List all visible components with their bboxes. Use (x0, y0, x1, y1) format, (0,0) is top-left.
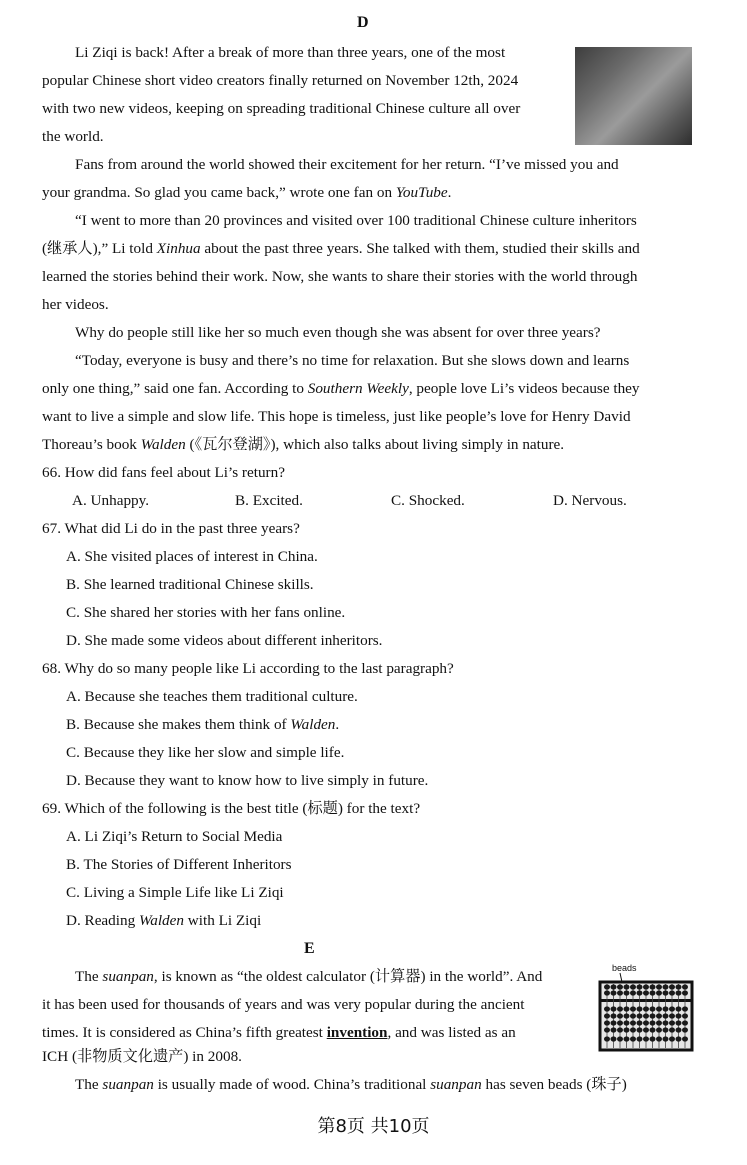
abacus-bead (637, 990, 643, 995)
abacus-bead (650, 1036, 656, 1041)
abacus-bead (624, 984, 630, 989)
abacus-bead (656, 990, 662, 995)
abacus-bead (656, 1036, 662, 1041)
abacus-bead (604, 984, 610, 989)
abacus-bead (676, 984, 682, 989)
abacus-bead (624, 1020, 630, 1025)
abacus-bead (669, 984, 675, 989)
abacus-bead (650, 1013, 656, 1018)
e-line4: ICH (非物质文化遗产) in 2008. (42, 1048, 242, 1065)
q68-option-b[interactable]: B. Because she makes them think of Walden. (66, 716, 340, 733)
question-67: 67. What did Li do in the past three years? (42, 520, 300, 537)
d-p1-line2: popular Chinese short video creators finally returned on November 12th, 2024 (42, 72, 519, 89)
q67-option-a[interactable]: A. She visited places of interest in China. (66, 548, 318, 565)
abacus-bead (611, 990, 617, 995)
section-d-heading: D (357, 14, 369, 31)
page-footer: 第8页 共10页 (317, 1116, 430, 1137)
abacus-bead (682, 990, 688, 995)
abacus-bead (617, 1020, 623, 1025)
abacus-bead (604, 1006, 610, 1011)
abacus-bead (669, 990, 675, 995)
abacus-bead (617, 1013, 623, 1018)
abacus-bead (624, 1006, 630, 1011)
abacus-bead (676, 990, 682, 995)
d-p3-line1: “I went to more than 20 provinces and visited over 100 traditional Chinese culture inheritors (75, 212, 637, 229)
abacus-bead (669, 1006, 675, 1011)
abacus-bead (656, 1006, 662, 1011)
abacus-bead (617, 990, 623, 995)
abacus-bead (682, 1013, 688, 1018)
abacus-bead (637, 1013, 643, 1018)
abacus-bead (656, 1020, 662, 1025)
q67-option-c[interactable]: C. She shared her stories with her fans online. (66, 604, 346, 621)
abacus-bead (650, 984, 656, 989)
abacus-bead (643, 1006, 649, 1011)
abacus-bead (643, 1027, 649, 1032)
abacus-bead (669, 1027, 675, 1032)
d-p1-line3: with two new videos, keeping on spreading traditional Chinese culture all over (42, 100, 521, 117)
abacus-bead (663, 984, 669, 989)
abacus-bead (656, 1013, 662, 1018)
abacus-bead (663, 1036, 669, 1041)
e-line5: The suanpan is usually made of wood. China’s traditional suanpan has seven beads (珠子) (75, 1076, 627, 1093)
abacus-bead (630, 1036, 636, 1041)
abacus-bead (630, 1020, 636, 1025)
abacus-illustration (598, 962, 694, 1054)
abacus-bead (617, 984, 623, 989)
abacus-bead (643, 1013, 649, 1018)
abacus-bead (637, 1036, 643, 1041)
abacus-bead (637, 1027, 643, 1032)
abacus-bead (656, 1027, 662, 1032)
abacus-bead (663, 1006, 669, 1011)
abacus-bead (611, 1036, 617, 1041)
q69-option-c[interactable]: C. Living a Simple Life like Li Ziqi (66, 884, 284, 901)
q67-option-b[interactable]: B. She learned traditional Chinese skills. (66, 576, 314, 593)
d-p5-line1: “Today, everyone is busy and there’s no time for relaxation. But she slows down and learns (75, 352, 630, 369)
question-66: 66. How did fans feel about Li’s return? (42, 464, 285, 481)
abacus-bead (676, 1006, 682, 1011)
abacus-bead (663, 1027, 669, 1032)
abacus-bead (604, 1036, 610, 1041)
q68-option-a[interactable]: A. Because she teaches them traditional culture. (66, 688, 358, 705)
abacus-bead (650, 990, 656, 995)
abacus-bead (663, 1013, 669, 1018)
d-p2-line2: your grandma. So glad you came back,” wrote one fan on YouTube. (42, 184, 452, 201)
d-p3-line4: her videos. (42, 296, 109, 313)
d-p2-line1: Fans from around the world showed their excitement for her return. “I’ve missed you and (75, 156, 619, 173)
abacus-bead (624, 990, 630, 995)
abacus-bead (611, 1013, 617, 1018)
abacus-bead (630, 1027, 636, 1032)
abacus-bead (676, 1013, 682, 1018)
q66-option-c[interactable]: C. Shocked. (391, 492, 465, 509)
abacus-bead (676, 1027, 682, 1032)
abacus-bead (676, 1036, 682, 1041)
abacus-bead (656, 984, 662, 989)
q66-option-a[interactable]: A. Unhappy. (72, 492, 150, 509)
abacus-bead (650, 1006, 656, 1011)
d-p5-line2: only one thing,” said one fan. According to Southern Weekly, people love Li’s videos because they (42, 380, 640, 397)
abacus-bead (637, 1020, 643, 1025)
beads-label: beads (612, 963, 637, 973)
d-p5-line3: want to live a simple and slow life. This hope is timeless, just like people’s love for Henry David (42, 408, 631, 425)
d-p3-line3: learned the stories behind their work. Now, she wants to share their stories with the world through (42, 268, 638, 285)
abacus-bead (637, 984, 643, 989)
abacus-bead (643, 1020, 649, 1025)
li-ziqi-photo (575, 47, 692, 145)
q66-option-b[interactable]: B. Excited. (235, 492, 303, 509)
abacus-bead (669, 1020, 675, 1025)
abacus-bead (643, 984, 649, 989)
abacus-bead (604, 990, 610, 995)
abacus-bead (624, 1027, 630, 1032)
abacus-bead (604, 1013, 610, 1018)
abacus-bead (617, 1036, 623, 1041)
abacus-bead (650, 1020, 656, 1025)
abacus-bead (617, 1027, 623, 1032)
abacus-bead (624, 1036, 630, 1041)
abacus-bead (663, 1020, 669, 1025)
section-e-heading: E (304, 940, 315, 957)
abacus-bead (604, 1027, 610, 1032)
q67-option-d[interactable]: D. She made some videos about different inheritors. (66, 632, 383, 649)
abacus-bead (650, 1027, 656, 1032)
e-line1: The suanpan, is known as “the oldest calculator (计算器) in the world”. And (75, 968, 543, 985)
abacus-bead (611, 984, 617, 989)
e-line2: it has been used for thousands of years and was very popular during the ancient (42, 996, 525, 1013)
abacus-bead (630, 1006, 636, 1011)
d-p5-line4: Thoreau’s book Walden (《瓦尔登湖》), which also talks about living simply in nature. (42, 436, 565, 453)
abacus-bead (682, 1006, 688, 1011)
q69-option-d[interactable]: D. Reading Walden with Li Ziqi (66, 912, 262, 929)
abacus-bead (630, 1013, 636, 1018)
abacus-bead (630, 984, 636, 989)
abacus-bead (643, 1036, 649, 1041)
q68-option-c[interactable]: C. Because they like her slow and simple life. (66, 744, 345, 761)
abacus-bead (682, 1036, 688, 1041)
q69-option-a[interactable]: A. Li Ziqi’s Return to Social Media (66, 828, 283, 845)
q68-option-d[interactable]: D. Because they want to know how to live simply in future. (66, 772, 429, 789)
abacus-bead (682, 1020, 688, 1025)
abacus-bead (637, 1006, 643, 1011)
abacus-bead (663, 990, 669, 995)
abacus-bead (604, 1020, 610, 1025)
abacus-bead (643, 990, 649, 995)
abacus-bead (682, 984, 688, 989)
e-line3: times. It is considered as China’s fifth greatest invention, and was listed as an (42, 1024, 516, 1041)
q69-option-b[interactable]: B. The Stories of Different Inheritors (66, 856, 292, 873)
d-p4: Why do people still like her so much even though she was absent for over three years? (75, 324, 601, 341)
abacus-bead (611, 1027, 617, 1032)
d-p1-line4: the world. (42, 128, 104, 145)
d-p3-line2: (继承人),” Li told Xinhua about the past three years. She talked with them, studied their skills and (42, 240, 640, 257)
question-69: 69. Which of the following is the best title (标题) for the text? (42, 800, 421, 817)
abacus-bead (611, 1020, 617, 1025)
abacus-bead (630, 990, 636, 995)
abacus-bead (611, 1006, 617, 1011)
abacus-bead (617, 1006, 623, 1011)
abacus-bead (624, 1013, 630, 1018)
q66-option-d[interactable]: D. Nervous. (553, 492, 627, 509)
abacus-bead (669, 1013, 675, 1018)
d-p1-line1: Li Ziqi is back! After a break of more than three years, one of the most (75, 44, 506, 61)
abacus-bead (669, 1036, 675, 1041)
abacus-bead (682, 1027, 688, 1032)
question-68: 68. Why do so many people like Li according to the last paragraph? (42, 660, 454, 677)
abacus-bead (676, 1020, 682, 1025)
